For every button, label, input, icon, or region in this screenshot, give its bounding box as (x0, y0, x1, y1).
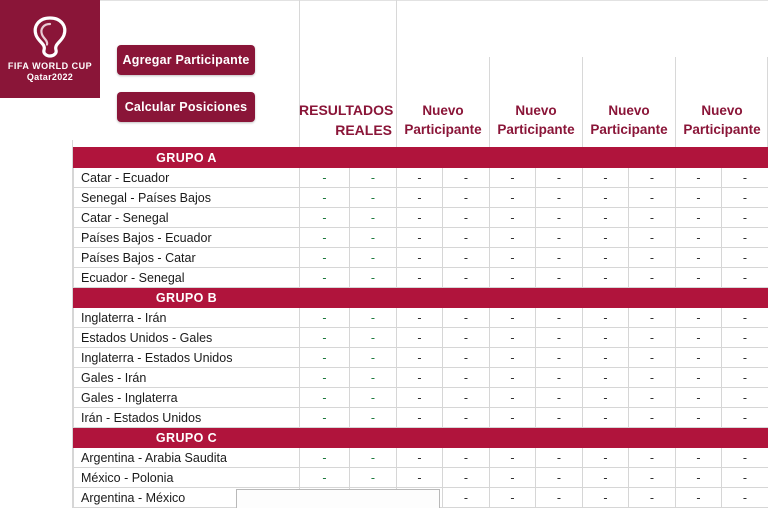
group-header-blank-cell (443, 148, 490, 168)
group-header-blank-cell (397, 288, 443, 308)
real-result-cell[interactable]: - (300, 388, 350, 408)
add-participant-button[interactable]: Agregar Participante (117, 45, 255, 75)
logo-text-line2: Qatar2022 (26, 72, 74, 82)
participant-prediction-cell[interactable]: - (397, 208, 443, 228)
group-header-label: GRUPO C (74, 428, 300, 448)
participant-prediction-cell[interactable]: - (583, 388, 629, 408)
real-result-cell[interactable]: - (350, 348, 397, 368)
group-header-blank-cell (676, 148, 722, 168)
column-header-line2: REALES (335, 122, 392, 138)
group-header-row (74, 428, 768, 448)
participant-prediction-cell[interactable]: - (722, 488, 768, 508)
participant-prediction-cell[interactable]: - (490, 488, 536, 508)
participant-prediction-cell[interactable]: - (443, 248, 490, 268)
participant-prediction-cell[interactable]: - (722, 188, 768, 208)
match-label-cell[interactable]: Inglaterra - Estados Unidos (74, 348, 300, 368)
participant-prediction-cell[interactable]: - (629, 228, 676, 248)
participant-prediction-cell[interactable]: - (443, 328, 490, 348)
match-label-cell[interactable]: Senegal - Países Bajos (74, 188, 300, 208)
participant-prediction-cell[interactable]: - (629, 308, 676, 328)
real-result-cell[interactable]: - (350, 208, 397, 228)
real-result-cell[interactable]: - (350, 328, 397, 348)
participant-prediction-cell[interactable]: - (629, 468, 676, 488)
real-result-cell[interactable]: - (300, 168, 350, 188)
participant-prediction-cell[interactable]: - (443, 448, 490, 468)
participant-prediction-cell[interactable]: - (490, 188, 536, 208)
participant-prediction-cell[interactable]: - (676, 468, 722, 488)
real-result-cell[interactable]: - (300, 448, 350, 468)
column-header-line1: Nuevo (701, 103, 743, 118)
participant-prediction-cell[interactable]: - (583, 328, 629, 348)
participant-prediction-cell[interactable]: - (397, 388, 443, 408)
table-row (74, 228, 768, 248)
participant-prediction-cell[interactable]: - (536, 368, 583, 388)
row-gutter (0, 147, 73, 508)
column-header-line1: Nuevo (608, 103, 650, 118)
participant-prediction-cell[interactable]: - (443, 308, 490, 328)
group-header-blank-cell (583, 148, 629, 168)
participant-prediction-cell[interactable]: - (676, 208, 722, 228)
participant-prediction-cell[interactable]: - (490, 268, 536, 288)
participant-prediction-cell[interactable]: - (490, 368, 536, 388)
column-header-line2: Participante (590, 122, 668, 137)
group-header-blank-cell (676, 288, 722, 308)
group-header-label: GRUPO B (74, 288, 300, 308)
participant-prediction-cell[interactable]: - (583, 228, 629, 248)
group-header-blank-cell (722, 428, 768, 448)
participant-prediction-cell[interactable]: - (722, 208, 768, 228)
participant-prediction-cell[interactable]: - (629, 208, 676, 228)
participant-prediction-cell[interactable]: - (583, 348, 629, 368)
participant-prediction-cell[interactable]: - (443, 348, 490, 368)
participant-prediction-cell[interactable]: - (583, 188, 629, 208)
match-label-cell[interactable]: Inglaterra - Irán (74, 308, 300, 328)
participant-prediction-cell[interactable]: - (490, 228, 536, 248)
participant-prediction-cell[interactable]: - (397, 228, 443, 248)
match-label-cell[interactable]: Argentina - Arabia Saudita (74, 448, 300, 468)
participant-prediction-cell[interactable]: - (629, 448, 676, 468)
table-row (74, 268, 768, 288)
participant-prediction-cell[interactable]: - (536, 468, 583, 488)
participant-prediction-cell[interactable]: - (583, 308, 629, 328)
table-row (74, 308, 768, 328)
participant-prediction-cell[interactable]: - (397, 248, 443, 268)
participant-prediction-cell[interactable]: - (443, 468, 490, 488)
participant-prediction-cell[interactable]: - (722, 468, 768, 488)
participant-prediction-cell[interactable]: - (536, 308, 583, 328)
participant-prediction-cell[interactable]: - (722, 388, 768, 408)
top-grid-line (0, 0, 768, 1)
participant-prediction-cell[interactable]: - (443, 268, 490, 288)
group-header-blank-cell (443, 288, 490, 308)
table-row (74, 468, 768, 488)
participant-prediction-cell[interactable]: - (722, 308, 768, 328)
group-header-blank-cell (722, 288, 768, 308)
participant-prediction-cell[interactable]: - (536, 388, 583, 408)
participant-prediction-cell[interactable]: - (443, 168, 490, 188)
participant-prediction-cell[interactable]: - (397, 448, 443, 468)
participant-prediction-cell[interactable]: - (536, 208, 583, 228)
column-header-line1: Nuevo (422, 103, 464, 118)
real-result-cell[interactable]: - (350, 268, 397, 288)
real-result-cell[interactable]: - (300, 308, 350, 328)
column-header-resultados-reales (299, 100, 392, 140)
match-label-cell[interactable]: Gales - Inglaterra (74, 388, 300, 408)
participant-prediction-cell[interactable]: - (676, 168, 722, 188)
participant-prediction-cell[interactable]: - (397, 468, 443, 488)
fixtures-table (73, 147, 768, 508)
participant-prediction-cell[interactable]: - (490, 468, 536, 488)
group-header-blank-cell (350, 148, 397, 168)
participant-prediction-cell[interactable]: - (397, 408, 443, 428)
real-result-cell[interactable]: - (300, 328, 350, 348)
participant-prediction-cell[interactable]: - (583, 208, 629, 228)
participant-prediction-cell[interactable]: - (676, 188, 722, 208)
group-header-blank-cell (629, 288, 676, 308)
match-label-cell[interactable]: Gales - Irán (74, 368, 300, 388)
real-result-cell[interactable]: - (300, 188, 350, 208)
match-label-cell[interactable]: Ecuador - Senegal (74, 268, 300, 288)
group-header-blank-cell (443, 428, 490, 448)
column-header-line1: Nuevo (515, 103, 557, 118)
participant-prediction-cell[interactable]: - (536, 248, 583, 268)
real-result-cell[interactable]: - (300, 268, 350, 288)
group-header-row (74, 288, 768, 308)
participant-prediction-cell[interactable]: - (676, 488, 722, 508)
participant-prediction-cell[interactable]: - (490, 168, 536, 188)
group-header-blank-cell (350, 288, 397, 308)
table-row (74, 328, 768, 348)
real-result-cell[interactable]: - (300, 348, 350, 368)
participant-prediction-cell[interactable]: - (722, 348, 768, 368)
real-result-cell[interactable]: - (350, 188, 397, 208)
participant-prediction-cell[interactable]: - (629, 408, 676, 428)
table-row (74, 168, 768, 188)
group-header-blank-cell (490, 428, 536, 448)
real-result-cell[interactable]: - (300, 248, 350, 268)
world-cup-trophy-icon (29, 15, 71, 59)
column-header-line2: Participante (683, 122, 761, 137)
participant-prediction-cell[interactable]: - (676, 408, 722, 428)
participant-prediction-cell[interactable]: - (397, 348, 443, 368)
participant-prediction-cell[interactable]: - (536, 228, 583, 248)
participant-prediction-cell[interactable]: - (536, 348, 583, 368)
participant-prediction-cell[interactable]: - (583, 268, 629, 288)
participant-prediction-cell[interactable]: - (676, 448, 722, 468)
table-row (74, 448, 768, 468)
group-header-blank-cell (300, 148, 350, 168)
column-header-line1: RESULTADOS (299, 102, 394, 118)
column-header-nuevo-participante-4 (676, 101, 768, 139)
participant-prediction-cell[interactable]: - (490, 308, 536, 328)
group-header-blank-cell (583, 428, 629, 448)
participant-prediction-cell[interactable]: - (722, 248, 768, 268)
match-label-cell[interactable]: Países Bajos - Catar (74, 248, 300, 268)
participant-prediction-cell[interactable]: - (490, 388, 536, 408)
column-header-nuevo-participante-3 (583, 101, 675, 139)
participant-prediction-cell[interactable]: - (443, 368, 490, 388)
participant-prediction-cell[interactable]: - (443, 188, 490, 208)
real-result-cell[interactable]: - (300, 208, 350, 228)
match-label-cell[interactable]: Países Bajos - Ecuador (74, 228, 300, 248)
participant-prediction-cell[interactable]: - (629, 188, 676, 208)
real-result-cell[interactable]: - (350, 368, 397, 388)
table-row (74, 348, 768, 368)
participant-prediction-cell[interactable]: - (722, 168, 768, 188)
group-header-blank-cell (350, 428, 397, 448)
real-result-cell[interactable]: - (300, 228, 350, 248)
participant-prediction-cell[interactable]: - (629, 348, 676, 368)
participant-prediction-cell[interactable]: - (536, 488, 583, 508)
participant-prediction-cell[interactable]: - (676, 348, 722, 368)
participant-prediction-cell[interactable]: - (536, 448, 583, 468)
column-header-nuevo-participante-2 (490, 101, 582, 139)
participant-prediction-cell[interactable]: - (443, 228, 490, 248)
real-result-cell[interactable]: - (350, 408, 397, 428)
participant-prediction-cell[interactable]: - (583, 408, 629, 428)
real-result-cell[interactable]: - (300, 468, 350, 488)
participant-prediction-cell[interactable]: - (676, 268, 722, 288)
participant-prediction-cell[interactable]: - (490, 348, 536, 368)
participant-prediction-cell[interactable]: - (676, 328, 722, 348)
column-header-nuevo-participante-1 (397, 101, 489, 139)
participant-prediction-cell[interactable]: - (443, 388, 490, 408)
participant-prediction-cell[interactable]: - (629, 168, 676, 188)
real-result-cell[interactable]: - (300, 368, 350, 388)
participant-prediction-cell[interactable]: - (397, 308, 443, 328)
participant-prediction-cell[interactable]: - (397, 168, 443, 188)
group-header-blank-cell (722, 148, 768, 168)
participant-prediction-cell[interactable]: - (583, 468, 629, 488)
participant-prediction-cell[interactable]: - (722, 268, 768, 288)
participant-prediction-cell[interactable]: - (629, 388, 676, 408)
match-label-cell[interactable]: Estados Unidos - Gales (74, 328, 300, 348)
participant-prediction-cell[interactable]: - (676, 388, 722, 408)
column-header-line2: Participante (497, 122, 575, 137)
table-row (74, 248, 768, 268)
group-header-blank-cell (397, 428, 443, 448)
participant-prediction-cell[interactable]: - (536, 408, 583, 428)
table-row (74, 408, 768, 428)
real-result-cell[interactable]: - (350, 168, 397, 188)
real-result-cell[interactable]: - (300, 408, 350, 428)
group-header-blank-cell (300, 288, 350, 308)
participant-prediction-cell[interactable]: - (583, 168, 629, 188)
participant-prediction-cell[interactable]: - (397, 188, 443, 208)
participant-prediction-cell[interactable]: - (676, 368, 722, 388)
real-result-cell[interactable]: - (350, 388, 397, 408)
participant-prediction-cell[interactable]: - (629, 268, 676, 288)
group-header-row (74, 148, 768, 168)
real-result-cell[interactable]: - (350, 468, 397, 488)
table-row (74, 368, 768, 388)
real-result-cell[interactable]: - (350, 248, 397, 268)
match-label-cell[interactable]: Catar - Ecuador (74, 168, 300, 188)
fifa-world-cup-logo (0, 0, 100, 98)
participant-prediction-cell[interactable]: - (443, 208, 490, 228)
participant-prediction-cell[interactable]: - (536, 168, 583, 188)
participant-prediction-cell[interactable]: - (536, 328, 583, 348)
participant-prediction-cell[interactable]: - (443, 408, 490, 428)
group-header-blank-cell (536, 428, 583, 448)
participant-prediction-cell[interactable]: - (629, 368, 676, 388)
group-header-label: GRUPO A (74, 148, 300, 168)
participant-prediction-cell[interactable]: - (583, 368, 629, 388)
table-row (74, 208, 768, 228)
participant-prediction-cell[interactable]: - (583, 488, 629, 508)
column-header-line2: Participante (404, 122, 482, 137)
participant-prediction-cell[interactable]: - (629, 488, 676, 508)
participant-prediction-cell[interactable]: - (397, 328, 443, 348)
participant-prediction-cell[interactable]: - (397, 368, 443, 388)
participant-prediction-cell[interactable]: - (536, 188, 583, 208)
participant-prediction-cell[interactable]: - (629, 328, 676, 348)
participant-prediction-cell[interactable]: - (443, 488, 490, 508)
participant-prediction-cell[interactable]: - (722, 368, 768, 388)
participant-prediction-cell[interactable]: - (676, 308, 722, 328)
group-header-blank-cell (629, 428, 676, 448)
participant-prediction-cell[interactable]: - (583, 448, 629, 468)
participant-prediction-cell[interactable]: - (676, 228, 722, 248)
participant-prediction-cell[interactable]: - (676, 248, 722, 268)
real-result-cell[interactable]: - (350, 228, 397, 248)
participant-prediction-cell[interactable]: - (722, 408, 768, 428)
calculate-standings-button[interactable]: Calcular Posiciones (117, 92, 255, 122)
match-label-cell[interactable]: México - Polonia (74, 468, 300, 488)
table-row (74, 188, 768, 208)
real-result-cell[interactable]: - (350, 308, 397, 328)
participant-prediction-cell[interactable]: - (490, 408, 536, 428)
group-header-blank-cell (536, 148, 583, 168)
match-label-cell[interactable]: Irán - Estados Unidos (74, 408, 300, 428)
match-label-cell[interactable]: Catar - Senegal (74, 208, 300, 228)
participant-prediction-cell[interactable]: - (722, 228, 768, 248)
participant-prediction-cell[interactable]: - (629, 248, 676, 268)
logo-text-line1: FIFA WORLD CUP (7, 61, 93, 71)
match-label-cell[interactable]: Argentina - México (74, 488, 300, 508)
group-header-blank-cell (536, 288, 583, 308)
group-header-blank-cell (300, 428, 350, 448)
participant-prediction-cell[interactable]: - (583, 248, 629, 268)
participant-prediction-cell[interactable]: - (536, 268, 583, 288)
group-header-blank-cell (490, 288, 536, 308)
participant-prediction-cell[interactable]: - (397, 268, 443, 288)
group-header-blank-cell (629, 148, 676, 168)
table-row (74, 388, 768, 408)
participant-prediction-cell[interactable]: - (722, 328, 768, 348)
group-header-blank-cell (490, 148, 536, 168)
group-header-blank-cell (583, 288, 629, 308)
participant-prediction-cell[interactable]: - (490, 328, 536, 348)
group-header-blank-cell (397, 148, 443, 168)
participant-prediction-cell[interactable]: - (490, 448, 536, 468)
participant-prediction-cell[interactable]: - (490, 208, 536, 228)
group-header-blank-cell (676, 428, 722, 448)
real-result-cell[interactable]: - (350, 448, 397, 468)
participant-prediction-cell[interactable]: - (490, 248, 536, 268)
bottom-overlay-panel (236, 489, 440, 508)
participant-prediction-cell[interactable]: - (722, 448, 768, 468)
